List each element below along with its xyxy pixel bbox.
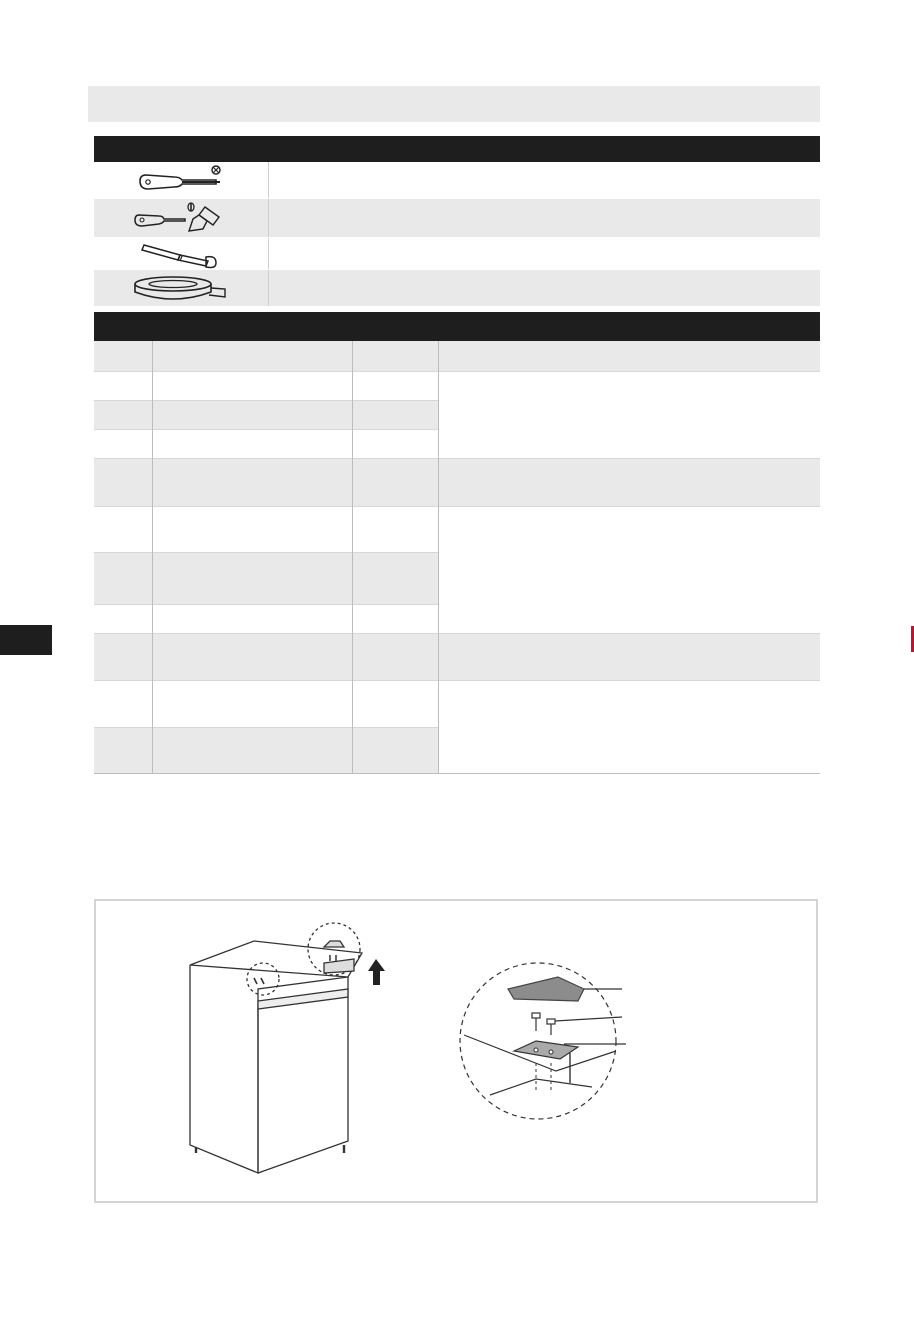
illustration-frame [94,899,818,1203]
table-header-row [94,341,820,371]
chapter-tab [0,625,52,655]
hinge-screw-icon [532,1013,622,1035]
flat-screwdriver-and-putty-knife-icon [133,201,229,235]
hex-key-icon [136,239,226,269]
table-row [94,371,820,400]
tools-header [94,136,820,162]
table-row [94,458,820,506]
tools-list [94,162,820,307]
table-row [94,680,820,727]
hinge-cover-icon [508,977,622,1001]
phillips-screwdriver-icon [136,165,226,195]
tool-row [94,238,820,270]
table-row [94,506,820,552]
tool-row [94,199,820,238]
parts-table [94,341,820,774]
illustration [96,901,816,1201]
masking-tape-icon [133,273,229,303]
table-row [94,633,820,680]
refrigerator-icon [190,923,362,1173]
section-banner [88,86,820,122]
tool-row [94,162,820,199]
up-arrow-icon [368,959,385,985]
parts-header [94,312,820,341]
tool-row [94,270,820,307]
